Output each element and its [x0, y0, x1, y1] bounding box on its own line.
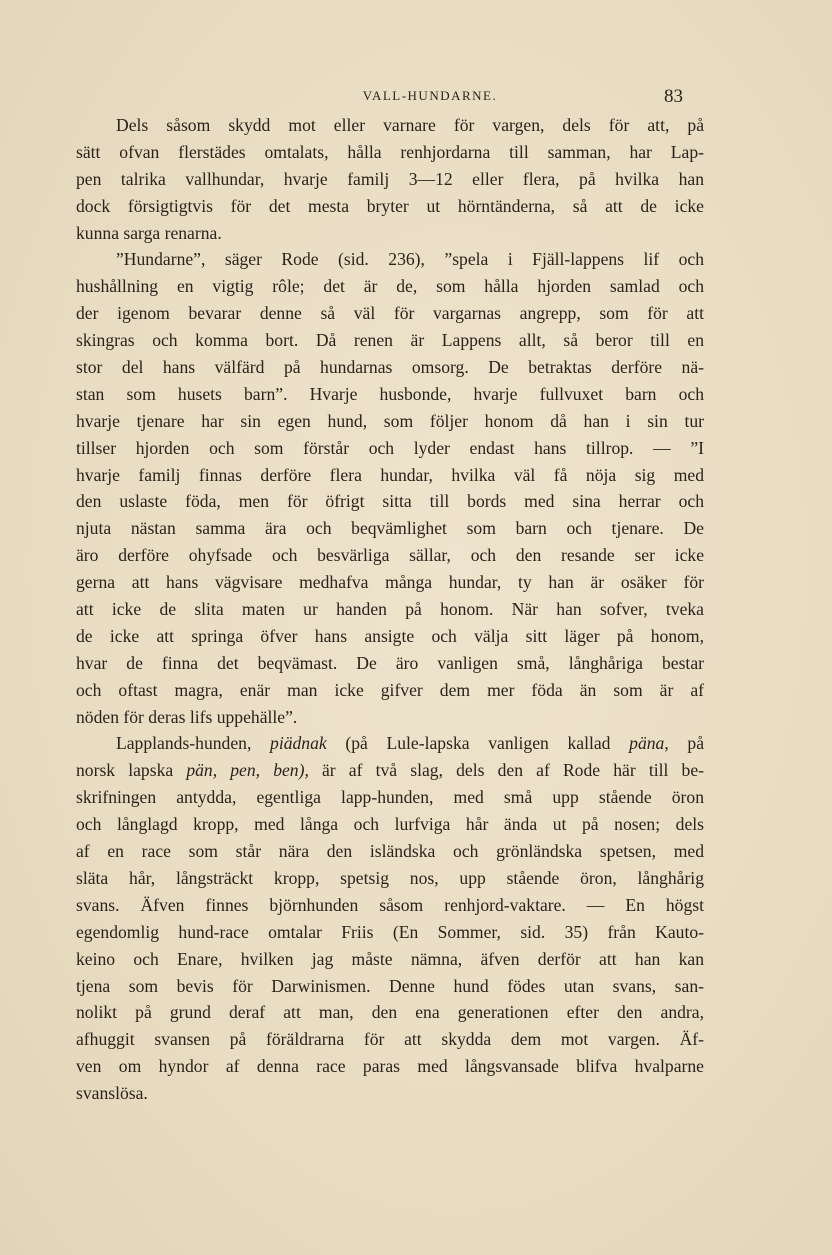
text-line: [76, 811, 704, 838]
text-segment: nolikt på grund deraf att man, den ena generationen efter den andra,: [76, 1002, 704, 1023]
text-line: [76, 542, 704, 569]
text-segment: egendomlig hund-race omtalar Friis (En Sommer, sid. 35) från Kauto-: [76, 921, 704, 942]
text-line: [76, 515, 704, 542]
text-segment: skingras och komma bort. Då renen är Lappens allt, så beror till en: [76, 330, 704, 351]
text-line: [76, 946, 704, 973]
text-segment: ven om hyndor af denna race paras med långsvansade blifva hvalparne: [76, 1056, 704, 1077]
text-line: [76, 596, 704, 623]
text-line: [76, 300, 704, 327]
text-line: [76, 1026, 704, 1053]
text-line: [76, 327, 704, 354]
text-segment: af en race som står nära den isländska och grönländska spetsen, med: [76, 841, 704, 862]
text-segment: hushållning en vigtig rôle; det är de, som hålla hjorden samlad och: [76, 276, 704, 297]
italic-term: pän, pen, ben),: [186, 760, 309, 781]
text-line: [76, 112, 704, 139]
text-segment: kunna sarga renarna.: [76, 222, 222, 243]
text-line: [76, 139, 704, 166]
italic-term: piädnak: [270, 733, 327, 754]
text-segment: ”Hundarne”, säger Rode (sid. 236), ”spela i Fjäll-lappens lif och: [116, 249, 704, 270]
text-segment: pen talrika vallhundar, hvarje familj 3—12 eller flera, på hvilka han: [76, 168, 704, 189]
text-segment: tjena som bevis för Darwinismen. Denne hund födes utan svans, san-: [76, 975, 704, 996]
text-segment: stan som husets barn”. Hvarje husbonde, hvarje fullvuxet barn och: [76, 383, 704, 404]
text-segment: Dels såsom skydd mot eller varnare för vargen, dels för att, på: [116, 115, 704, 135]
text-segment: svans. Äfven finnes björnhunden såsom renhjord-vaktare. — En högst: [76, 894, 704, 915]
text-line: [76, 757, 704, 784]
text-line: [76, 1080, 704, 1107]
text-line: [76, 569, 704, 596]
text-segment: sätt ofvan flerstädes omtalats, hålla renhjordarna till samman, har Lap-: [76, 141, 704, 162]
text-segment: svanslösa.: [76, 1083, 148, 1104]
text-line: [76, 650, 704, 677]
text-line: [76, 730, 704, 757]
text-line: [76, 381, 704, 408]
text-line: [76, 892, 704, 919]
text-segment: der igenom bevarar denne så väl för vargarnas angrepp, som för att: [76, 303, 704, 324]
text-segment: hvarje familj finnas derföre flera hundar, hvilka väl få nöja sig med: [76, 464, 704, 485]
italic-term: päna: [629, 733, 665, 754]
text-line: [76, 999, 704, 1026]
text-line: [76, 354, 704, 381]
text-line: [76, 973, 704, 1000]
text-segment: , på: [664, 733, 704, 754]
text-line: [76, 919, 704, 946]
text-segment: släta hår, långsträckt kropp, spetsig nos, upp stående öron, långhårig: [76, 867, 704, 888]
text-segment: stor del hans välfärd på hundarnas omsorg. De betraktas derföre nä-: [76, 357, 704, 378]
text-line: [76, 435, 704, 462]
text-line: [76, 246, 704, 273]
text-segment: keino och Enare, hvilken jag måste nämna, äfven derför att han kan: [76, 948, 704, 969]
text-line: [76, 273, 704, 300]
text-segment: hvarje tjenare har sin egen hund, som följer honom då han i sin tur: [76, 410, 704, 431]
running-header: [0, 86, 832, 106]
text-segment: Lapplands-hunden,: [116, 733, 271, 754]
body-text: [76, 112, 704, 1107]
text-segment: afhuggit svansen på föräldrarna för att skydda dem mot vargen. Äf-: [76, 1029, 704, 1050]
text-line: [76, 784, 704, 811]
text-line: [76, 462, 704, 489]
page-number: 83: [664, 86, 683, 107]
text-segment: och oftast magra, enär man icke gifver dem mer föda än som är af: [76, 679, 704, 700]
text-segment: att icke de slita maten ur handen på honom. När han sofver, tveka: [76, 599, 704, 620]
text-line: [76, 408, 704, 435]
text-segment: den uslaste föda, men för öfrigt sitta till bords med sina herrar och: [76, 491, 704, 512]
text-line: [76, 1053, 704, 1080]
text-line: [76, 220, 704, 247]
running-title: VALL-HUNDARNE.: [362, 88, 498, 103]
text-segment: de icke att springa öfver hans ansigte och välja sitt läger på honom,: [76, 625, 704, 646]
text-line: [76, 677, 704, 704]
text-line: [76, 838, 704, 865]
text-line: [76, 704, 704, 731]
text-segment: nöden för deras lifs uppehälle”.: [76, 706, 298, 727]
text-segment: hvar de finna det beqvämast. De äro vanligen små, långhåriga bestar: [76, 652, 704, 673]
text-line: [76, 193, 704, 220]
text-segment: är af två slag, dels den af Rode här till be-: [308, 760, 704, 781]
text-line: [76, 865, 704, 892]
text-segment: norsk lapska: [76, 760, 187, 781]
text-segment: dock försigtigtvis för det mesta bryter ut hörntänderna, så att de icke: [76, 195, 704, 216]
text-segment: tillser hjorden och som förstår och lyder endast hans tillrop. — ”I: [76, 437, 704, 458]
text-line: [76, 623, 704, 650]
text-line: [76, 488, 704, 515]
text-segment: (på Lule-lapska vanligen kallad: [326, 733, 630, 754]
text-segment: skrifningen antydda, egentliga lapp-hunden, med små upp stående öron: [76, 787, 704, 808]
text-segment: njuta nästan samma ära och beqvämlighet som barn och tjenare. De: [76, 518, 704, 539]
text-segment: gerna att hans vägvisare medhafva många hundar, ty han är osäker för: [76, 572, 704, 593]
text-segment: och långlagd kropp, med långa och lurfviga hår ända ut på nosen; dels: [76, 814, 704, 835]
text-line: [76, 166, 704, 193]
text-segment: äro derföre ohyfsade och besvärliga sällar, och den resande ser icke: [76, 545, 704, 566]
